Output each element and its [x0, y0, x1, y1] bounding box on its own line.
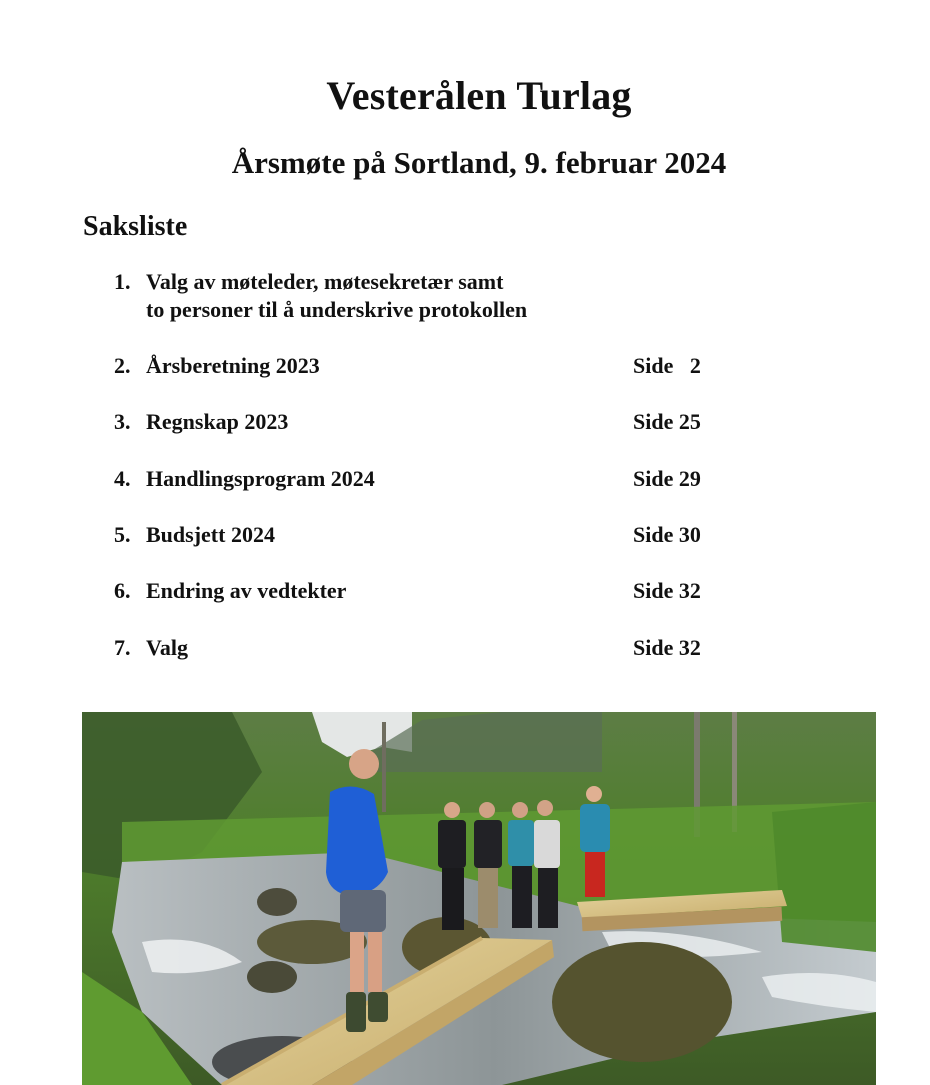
agenda-item-number: 4. — [114, 466, 131, 491]
agenda-item-text: Valg — [146, 635, 188, 660]
agenda-item-number: 1. — [114, 269, 131, 294]
section-heading-saksliste: Saksliste — [83, 211, 188, 242]
agenda-item-text: Handlingsprogram 2024 — [146, 466, 375, 491]
agenda-item-page: Side 32 — [633, 635, 701, 660]
agenda-item-text: Regnskap 2023 — [146, 409, 289, 434]
agenda-item-text-line-2: to personer til å underskrive protokollen — [146, 297, 528, 322]
document-title: Vesterålen Turlag — [326, 73, 632, 118]
agenda-item-page: Side 2 — [633, 353, 701, 378]
agenda-item-number: 2. — [114, 353, 131, 378]
agenda-item-text-line-1: Valg av møteleder, møtesekretær samt — [146, 269, 504, 294]
agenda-item-page: Side 30 — [633, 522, 701, 547]
agenda-item-text: Endring av vedtekter — [146, 578, 347, 603]
agenda-item-page: Side 32 — [633, 578, 701, 603]
agenda-item-page: Side 29 — [633, 466, 701, 491]
document-subtitle: Årsmøte på Sortland, 9. februar 2024 — [231, 145, 727, 180]
agenda-item-number: 6. — [114, 578, 131, 603]
agenda-item-number: 5. — [114, 522, 131, 547]
agenda-item-text: Årsberetning 2023 — [146, 353, 320, 378]
hikers-footbridge-photo — [82, 712, 876, 1085]
agenda-item-text: Budsjett 2024 — [146, 522, 275, 547]
agenda-item-number: 3. — [114, 409, 131, 434]
agenda-item-number: 7. — [114, 635, 131, 660]
photo-illustration — [82, 712, 876, 1085]
agenda-item-page: Side 25 — [633, 409, 701, 434]
